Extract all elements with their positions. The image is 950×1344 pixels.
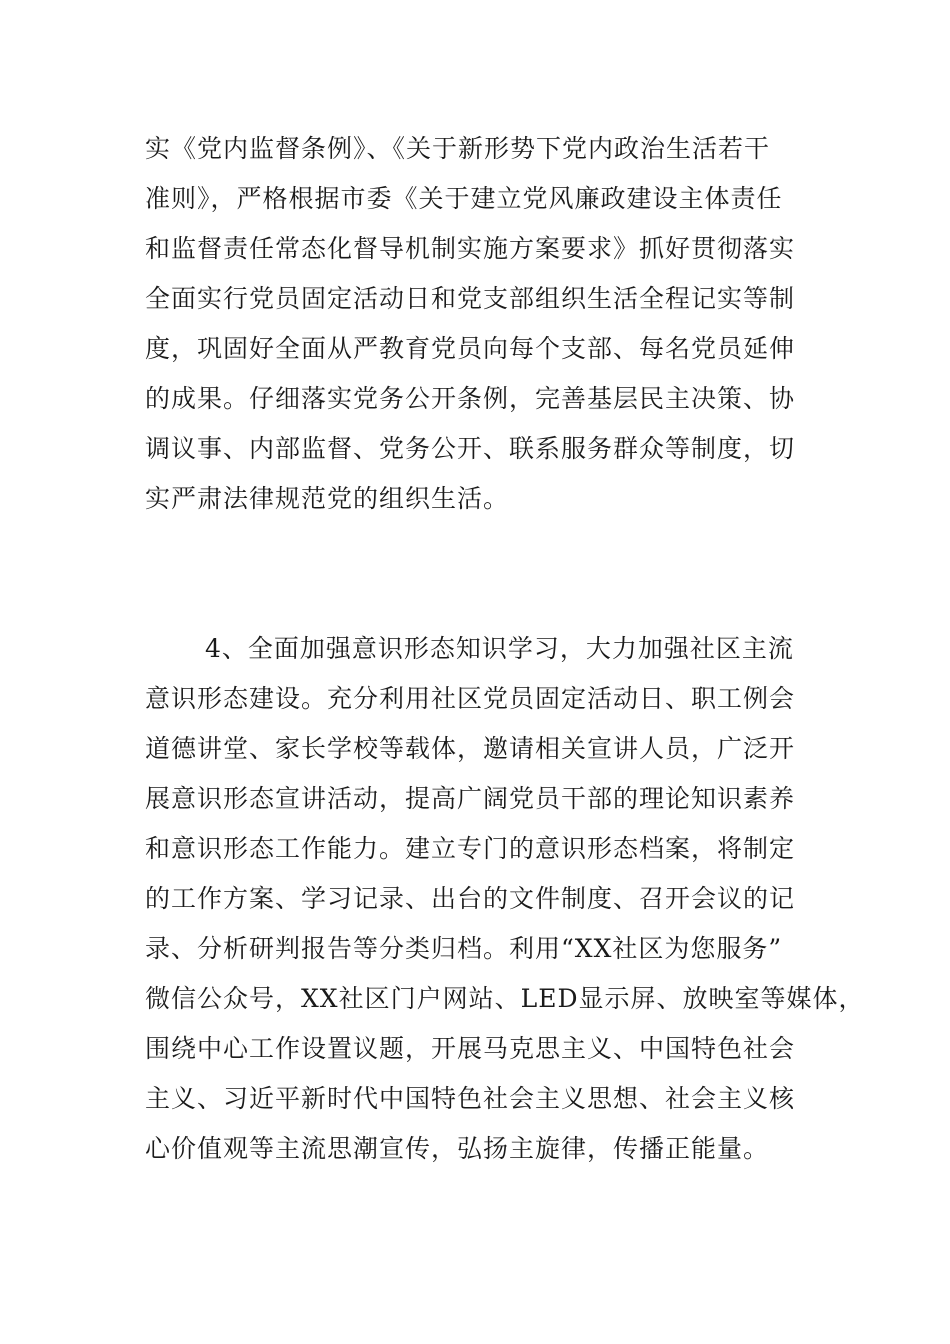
text-line: 主义、习近平新时代中国特色社会主义思想、社会主义核 bbox=[145, 1084, 796, 1113]
text-line: 围绕中心工作设置议题，开展马克思主义、中国特色社会 bbox=[145, 1034, 796, 1063]
text-line: 的成果。仔细落实党务公开条例，完善基层民主决策、协 bbox=[145, 384, 796, 413]
paragraph-party-supervision bbox=[145, 124, 835, 524]
text-line: 微信公众号，XX社区门户网站、LED显示屏、放映室等媒体， bbox=[145, 984, 865, 1013]
text-line: 道德讲堂、家长学校等载体，邀请相关宣讲人员，广泛开 bbox=[145, 734, 796, 763]
text-line: 调议事、内部监督、党务公开、联系服务群众等制度，切 bbox=[145, 434, 796, 463]
text-line: 4、全面加强意识形态知识学习，大力加强社区主流 bbox=[205, 634, 794, 663]
text-line: 实《党内监督条例》、《关于新形势下党内政治生活若干 bbox=[145, 134, 771, 163]
text-line: 度，巩固好全面从严教育党员向每个支部、每名党员延伸 bbox=[145, 334, 796, 363]
text-line: 实严肃法律规范党的组织生活。 bbox=[145, 484, 510, 513]
text-line: 意识形态建设。充分利用社区党员固定活动日、职工例会 bbox=[145, 684, 796, 713]
text-line: 全面实行党员固定活动日和党支部组织生活全程记实等制 bbox=[145, 284, 796, 313]
text-line: 展意识形态宣讲活动，提高广阔党员干部的理论知识素养 bbox=[145, 784, 796, 813]
text-line: 和意识形态工作能力。建立专门的意识形态档案，将制定 bbox=[145, 834, 796, 863]
text-line: 的工作方案、学习记录、出台的文件制度、召开会议的记 bbox=[145, 884, 796, 913]
text-line: 录、分析研判报告等分类归档。利用“XX社区为您服务” bbox=[145, 934, 783, 963]
text-line: 和监督责任常态化督导机制实施方案要求》抓好贯彻落实 bbox=[145, 234, 796, 263]
paragraph-ideology-study bbox=[145, 624, 865, 1174]
text-line: 准则》，严格根据市委《关于建立党风廉政建设主体责任 bbox=[145, 184, 783, 213]
text-line: 心价值观等主流思潮宣传，弘扬主旋律，传播正能量。 bbox=[145, 1134, 770, 1163]
